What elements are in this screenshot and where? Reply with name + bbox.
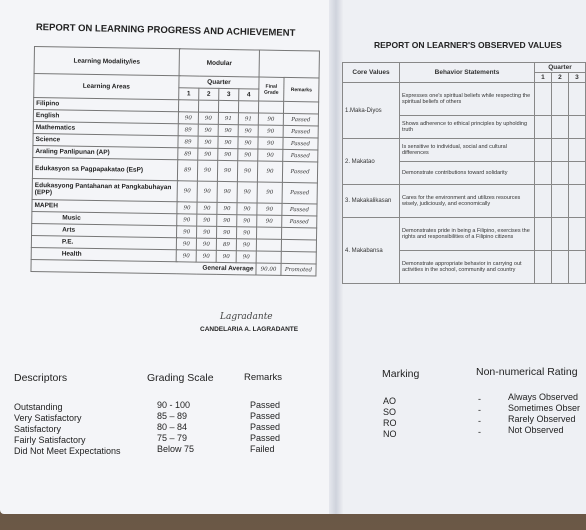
- quarter-grade: 90: [238, 125, 258, 137]
- final-grade: 90: [258, 125, 283, 137]
- rating-cell: [535, 251, 552, 284]
- learning-area-name: Health: [31, 247, 176, 261]
- rating-text: Always Observed: [508, 392, 579, 402]
- quarter-grade: 90: [196, 250, 216, 262]
- quarter-grade: 90: [238, 137, 258, 149]
- page-fold: [329, 0, 343, 514]
- quarter-grade: 90: [198, 124, 218, 136]
- remarks-label: Remarks: [284, 77, 319, 102]
- learning-area-name: Filipino: [34, 98, 179, 112]
- remarks-value: Passed: [283, 149, 318, 162]
- descriptor-text: Satisfactory: [14, 424, 62, 434]
- quarter-grade: 90: [176, 250, 196, 262]
- legend-remarks-text: Failed: [250, 444, 275, 454]
- final-grade: [256, 227, 281, 239]
- rating-cell: [535, 116, 552, 139]
- quarter-grade: 89: [216, 238, 236, 250]
- rating-text: Not Observed: [508, 425, 564, 435]
- quarter-grade: 89: [178, 124, 198, 136]
- rating-cell: [568, 116, 585, 139]
- quarter-grade: 90: [177, 181, 197, 202]
- quarter-grade: 89: [178, 136, 198, 148]
- quarter-grade: 90: [178, 112, 198, 124]
- learning-modality-label: Learning Modality/ies: [34, 47, 179, 76]
- rating-cell: [551, 162, 568, 185]
- legend-remarks-text: Passed: [250, 422, 281, 432]
- quarter-grade: 90: [176, 238, 196, 250]
- quarter-grade: 90: [238, 149, 258, 161]
- modality-blank: [259, 50, 319, 78]
- quarter-grade: 90: [218, 136, 238, 148]
- behavior-statement: Demonstrates pride in being a Filipino, exercises the rights and responsibilities of a Filipino citizens: [400, 218, 535, 251]
- quarter-grade: 90: [237, 182, 257, 203]
- dash-column: [478, 394, 481, 438]
- general-average-label: General Average: [31, 259, 256, 275]
- behavior-statements-label: Behavior Statements: [400, 63, 535, 83]
- final-grade: 90: [257, 182, 282, 203]
- observed-values-title: REPORT ON LEARNER'S OBSERVED VALUES: [374, 40, 562, 50]
- teacher-signature: Lagradante: [220, 312, 273, 322]
- quarter-grade: 90: [198, 112, 218, 124]
- scale-text: 90 - 100: [157, 400, 191, 410]
- learning-area-name: English: [33, 110, 178, 124]
- quarter-grade: 90: [197, 202, 217, 214]
- quarter-label: Quarter: [179, 76, 259, 89]
- rating-cell: [568, 185, 585, 218]
- descriptor-text: Very Satisfactory: [14, 413, 82, 423]
- legend-remarks-text: Passed: [250, 433, 281, 443]
- rating-cell: [535, 83, 552, 116]
- remarks-value: [281, 239, 316, 252]
- final-grade: 90: [257, 215, 282, 227]
- quarter-2-label: 2: [199, 88, 219, 100]
- rating-cell: [551, 83, 568, 116]
- quarter-grade: 89: [177, 160, 197, 181]
- descriptor-text: Outstanding: [14, 402, 63, 412]
- final-grade: 90: [258, 113, 283, 125]
- final-grade: [256, 251, 281, 263]
- observed-value-row: [343, 185, 586, 218]
- core-value-name: 3. Makakalikasan: [343, 185, 400, 218]
- learning-area-name: Edukasyon sa Pagpapakatao (EsP): [32, 157, 177, 180]
- scale-column: [157, 400, 194, 455]
- right-quarter-2: 2: [551, 73, 568, 83]
- quarter-grade: 90: [197, 181, 217, 202]
- legend-remarks-column: [250, 400, 280, 455]
- legend-remarks-text: Passed: [250, 411, 281, 421]
- rating-cell: [535, 139, 552, 162]
- core-values-label: Core Values: [343, 63, 400, 83]
- rating-column: [508, 392, 580, 436]
- quarter-grade: 90: [218, 148, 238, 160]
- final-grade: [256, 239, 281, 251]
- quarter-grade: 90: [237, 161, 257, 182]
- rating-cell: [551, 116, 568, 139]
- marking-column: [383, 396, 397, 440]
- learning-area-name: Mathematics: [33, 121, 178, 135]
- learning-area-name: Araling Panlipunan (AP): [33, 145, 178, 159]
- remarks-value: [281, 227, 316, 240]
- final-grade-label: Final Grade: [259, 77, 284, 101]
- rating-cell: [568, 83, 585, 116]
- mark-code: RO: [383, 418, 397, 428]
- right-quarter-3: 3: [568, 73, 585, 83]
- remarks-heading: Remarks: [244, 372, 283, 383]
- quarter-grade: 90: [198, 136, 218, 148]
- quarter-grade: 90: [197, 160, 217, 181]
- remarks-value: Passed: [282, 161, 317, 183]
- mark-code: NO: [383, 429, 397, 439]
- mark-dash: -: [478, 427, 481, 437]
- behavior-statement: Cares for the environment and utilizes resources wisely, judiciously, and economically: [400, 185, 535, 218]
- mark-dash: -: [478, 416, 481, 426]
- core-value-name: 1.Maka-Diyos: [343, 83, 400, 139]
- general-average-remarks: Promoted: [281, 263, 316, 276]
- scale-text: 80 – 84: [157, 422, 188, 432]
- rating-cell: [568, 218, 585, 251]
- remarks-value: [283, 101, 318, 114]
- mark-dash: -: [478, 405, 481, 415]
- observed-value-row: [343, 139, 586, 162]
- behavior-statement: Demonstrate contributions toward solidarity: [400, 162, 535, 185]
- rating-cell: [535, 218, 552, 251]
- quarter-grade: 90: [236, 251, 256, 263]
- remarks-value: Passed: [283, 125, 318, 138]
- behavior-statement: Shows adherence to ethical principles by upholding truth: [400, 116, 535, 139]
- quarter-grade: 90: [217, 214, 237, 226]
- learning-area-name: Science: [33, 133, 178, 147]
- remarks-value: Passed: [282, 215, 317, 228]
- rating-cell: [568, 139, 585, 162]
- rating-cell: [551, 185, 568, 218]
- quarter-grade: 90: [217, 202, 237, 214]
- final-grade: 90: [258, 149, 283, 161]
- descriptor-text: Fairly Satisfactory: [14, 435, 86, 445]
- rating-cell: [535, 185, 552, 218]
- quarter-1-label: 1: [179, 88, 199, 100]
- quarter-grade: 90: [217, 181, 237, 202]
- observed-value-row: [343, 218, 586, 251]
- non-numerical-heading: Non-numerical Rating: [476, 366, 578, 378]
- quarter-grade: 90: [216, 250, 236, 262]
- quarter-grade: 91: [218, 112, 238, 124]
- remarks-value: Passed: [283, 137, 318, 150]
- rating-cell: [568, 251, 585, 284]
- modality-value: Modular: [179, 49, 259, 77]
- quarter-grade: [198, 100, 218, 112]
- learning-progress-table: [30, 46, 320, 276]
- rating-cell: [551, 218, 568, 251]
- quarter-grade: [178, 100, 198, 112]
- quarter-grade: 90: [197, 226, 217, 238]
- learning-area-name: Edukasyong Pantahanan at Pangkabuhayan (EPP): [32, 178, 177, 201]
- quarter-grade: [218, 100, 238, 112]
- final-grade: [258, 101, 283, 113]
- descriptor-text: Did Not Meet Expectations: [14, 446, 121, 456]
- rating-cell: [568, 162, 585, 185]
- rating-text: Rarely Observed: [508, 414, 576, 424]
- right-quarter-label: Quarter: [535, 63, 586, 73]
- core-value-name: 2. Makatao: [343, 139, 400, 185]
- mark-dash: -: [478, 394, 481, 404]
- quarter-grade: 90: [177, 202, 197, 214]
- quarter-grade: 90: [197, 214, 217, 226]
- behavior-statement: Demonstrate appropriate behavior in carrying out activities in the school, community and country: [400, 251, 535, 284]
- quarter-grade: 90: [218, 124, 238, 136]
- remarks-value: Passed: [282, 182, 317, 204]
- scale-text: 85 – 89: [157, 411, 188, 421]
- quarter-grade: 90: [237, 215, 257, 227]
- scale-text: 75 – 79: [157, 433, 188, 443]
- quarter-3-label: 3: [219, 88, 239, 100]
- remarks-value: [281, 251, 316, 264]
- learning-progress-title: REPORT ON LEARNING PROGRESS AND ACHIEVEMENT: [35, 22, 296, 39]
- rating-cell: [535, 162, 552, 185]
- scale-text: Below 75: [157, 444, 195, 454]
- quarter-grade: 91: [238, 113, 258, 125]
- learning-area-name: MAPEH: [32, 199, 177, 213]
- quarter-grade: 90: [217, 226, 237, 238]
- behavior-statement: Expresses one's spiritual beliefs while respecting the spiritual beliefs of others: [400, 83, 535, 116]
- remarks-value: Passed: [283, 113, 318, 126]
- behavior-statement: Is sensitive to individual, social and cultural differences: [400, 139, 535, 162]
- final-grade: 90: [258, 137, 283, 149]
- observed-values-table: [342, 62, 586, 284]
- learning-area-name: Arts: [32, 223, 177, 237]
- right-quarter-1: 1: [535, 73, 552, 83]
- quarter-grade: 90: [177, 214, 197, 226]
- quarter-grade: [238, 101, 258, 113]
- final-grade: 90: [257, 161, 282, 182]
- quarter-grade: 90: [236, 227, 256, 239]
- quarter-grade: 90: [196, 238, 216, 250]
- observed-value-row: [343, 83, 586, 116]
- learning-area-name: P.E.: [31, 235, 176, 249]
- mark-code: SO: [383, 407, 397, 417]
- descriptors-heading: Descriptors: [14, 372, 68, 384]
- descriptor-column: [14, 402, 121, 457]
- rating-text: Sometimes Obser: [508, 403, 581, 413]
- quarter-grade: 90: [217, 160, 237, 181]
- learning-areas-label: Learning Areas: [34, 74, 179, 100]
- quarter-grade: 89: [178, 148, 198, 160]
- general-average-value: 90.00: [256, 263, 281, 275]
- quarter-4-label: 4: [239, 89, 259, 101]
- grading-scale-heading: Grading Scale: [147, 372, 214, 384]
- quarter-grade: 90: [236, 239, 256, 251]
- legend-remarks-text: Passed: [250, 400, 281, 410]
- final-grade: 90: [257, 203, 282, 215]
- quarter-grade: 90: [177, 226, 197, 238]
- quarter-grade: 90: [198, 148, 218, 160]
- teacher-name: CANDELARIA A. LAGRADANTE: [200, 326, 299, 333]
- core-value-name: 4. Makabansa: [343, 218, 400, 284]
- marking-heading: Marking: [382, 368, 420, 380]
- quarter-grade: 90: [237, 203, 257, 215]
- remarks-value: Passed: [282, 203, 317, 216]
- rating-cell: [551, 251, 568, 284]
- mark-code: AO: [383, 396, 397, 406]
- rating-cell: [551, 139, 568, 162]
- learning-area-name: Music: [32, 211, 177, 225]
